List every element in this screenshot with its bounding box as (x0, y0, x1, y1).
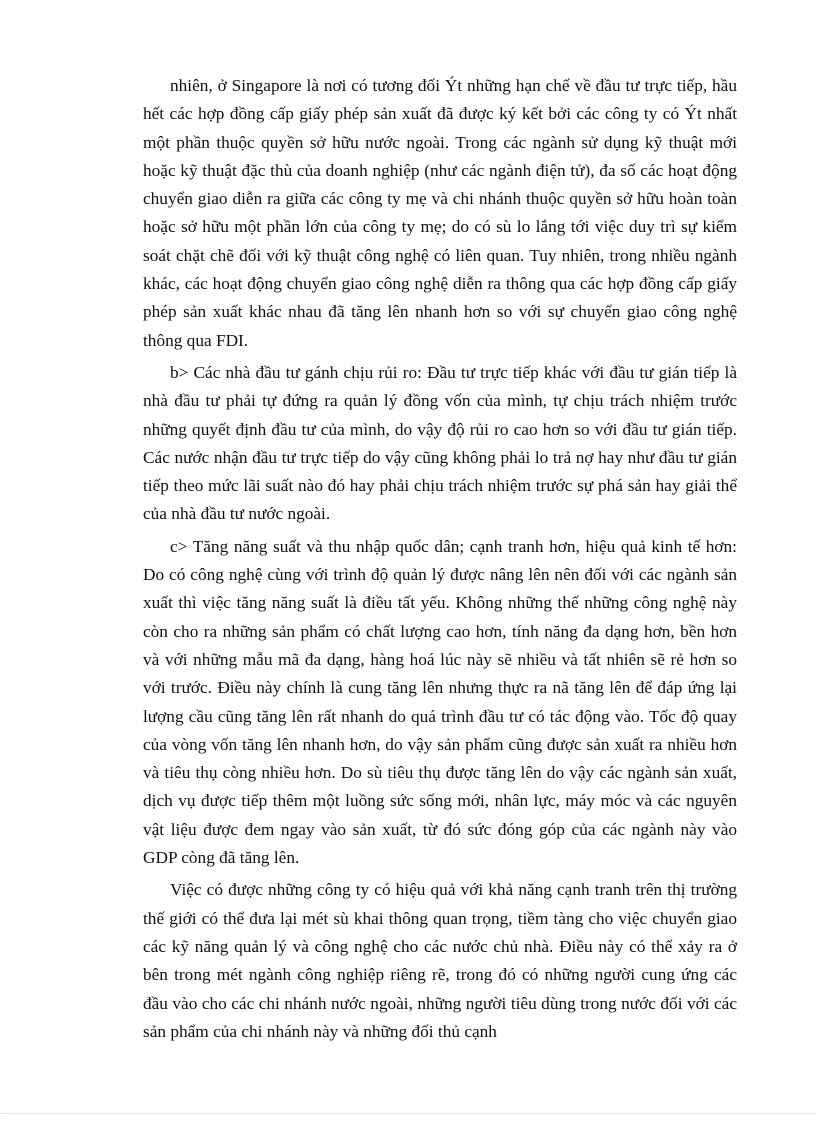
document-body (143, 72, 737, 1050)
paragraph-fdi-licensing: nhiên, ở Singapore là nơi có tương đối Ýt những hạn chế về đầu tư trực tiếp, hầu hết các hợp đồng cấp giấy phép sản xuất đã được ký kết bởi các công ty có Ýt nhất một phần thuộc quyền sở hữu nước ngoài. Trong các ngành sử dụng kỹ thuật mới hoặc kỹ thuật đặc thù của doanh nghiệp (như các ngành điện tử), đa số các hoạt động chuyển giao diễn ra giữa các công ty mẹ và chi nhánh thuộc quyền sở hữu hoàn toàn hoặc sở hữu một phần lớn của công ty mẹ; do có sù lo lắng tới việc duy trì sự kiểm soát chặt chẽ đối với kỹ thuật công nghệ có liên quan. Tuy nhiên, trong nhiều ngành khác, các hoạt động chuyển giao công nghệ diễn ra thông qua các hợp đồng cấp giấy phép sản xuất khác nhau đã tăng lên nhanh hơn so với sự chuyển giao công nghệ thông qua FDI. (143, 76, 737, 350)
paragraph-productivity-income: c> Tăng năng suất và thu nhập quốc dân; cạnh tranh hơn, hiệu quả kinh tế hơn: Do có công nghệ cùng với trình độ quản lý được nâng lên nên đối với các ngành sản xuất thì việc tăng năng suất là điều tất yếu. Không những thế những công nghệ này còn cho ra những sản phẩm có chất lượng cao hơn, tính năng đa dạng hơn, bền hơn và với những mẫu mã đa dạng, hàng hoá lúc này sẽ nhiều và tất nhiên sẽ rẻ hơn so với trước. Điều này chính là cung tăng lên nhưng thực ra nã tăng lên để đáp ứng lại lượng cầu cũng tăng lên rất nhanh do quá trình đầu tư có tác động vào. Tốc độ quay của vòng vốn tăng lên nhanh hơn, do vậy sản phẩm cũng được sản xuất ra nhiều hơn và tiêu thụ còng nhiều hơn. Do sù tiêu thụ được tăng lên do vậy các ngành sản xuất, dịch vụ được tiếp thêm một luồng sức sống mới, nhân lực, máy móc và các nguyên vật liệu được đem ngay vào sản xuất, từ đó sức đóng góp của các ngành này vào GDP còng đã tăng lên. (143, 536, 737, 868)
paragraph-investor-risk: b> Các nhà đầu tư gánh chịu rủi ro: Đầu tư trực tiếp khác với đầu tư gián tiếp là nhà đầu tư phải tự đứng ra quản lý đồng vốn của mình, tự chịu trách nhiệm trước những quyết định đầu tư của mình, do vậy độ rủi ro cao hơn so với đầu tư gián tiếp. Các nước nhận đầu tư trực tiếp do vậy cũng không phải lo trả nợ hay như đầu tư gián tiếp theo mức lãi suất nào đó hay phải chịu trách nhiệm trước sự phá sản hay giải thể của nhà đầu tư nước ngoài. (143, 362, 737, 524)
paragraph-competitive-companies: Việc có được những công ty có hiệu quả với khả năng cạnh tranh trên thị trường thế giới có thể đưa lại mét sù khai thông quan trọng, tiềm tàng cho việc chuyển giao các kỹ năng quản lý và công nghệ cho các nước chủ nhà. Điều này có thể xảy ra ở bên trong mét ngành công nghiệp riêng rẽ, trong đó có những người cung ứng các đầu vào cho các chi nhánh nước ngoài, những người tiêu dùng trong nước đối với các sản phẩm của chi nhánh này và những đối thủ cạnh (143, 880, 737, 1041)
page-bottom-divider (0, 1113, 816, 1114)
